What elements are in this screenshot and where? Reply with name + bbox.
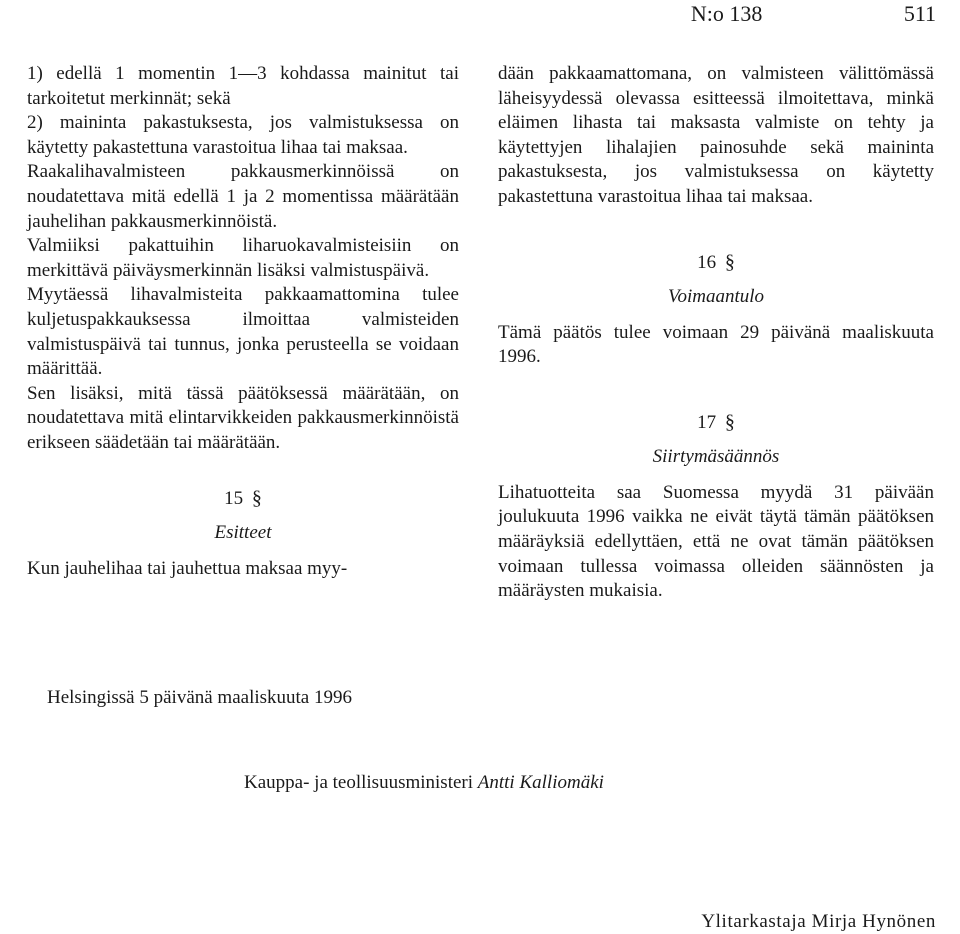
- paragraph-unpackaged: Myytäessä lihavalmisteita pakkaamattomina tulee kuljetuspakkauksessa ilmoittaa valmisteiden valmistuspäivä tai tunnus, jonka perusteella se voidaan määrittää.: [27, 284, 459, 380]
- section-16-number: 16 §: [697, 250, 735, 273]
- paragraph-item-2: 2) maininta pakastuksesta, jos valmistuksessa on käytetty pakastettuna varastoitua lihaa tai maksaa.: [27, 112, 459, 158]
- page-number: 511: [903, 1, 936, 26]
- place-and-date: Helsingissä 5 päivänä maaliskuuta 1996: [47, 687, 352, 708]
- paragraph-ready-meals: Valmiiksi pakattuihin liharuokavalmisteisiin on merkittävä päiväysmerkinnän lisäksi valmistuspäivä.: [27, 235, 459, 281]
- section-15-title: Esitteet: [214, 521, 272, 543]
- official-signature: Ylitarkastaja Mirja Hynönen: [701, 911, 936, 932]
- left-column: [27, 62, 459, 581]
- minister-name: Antti Kalliomäki: [477, 772, 604, 793]
- section-sign-icon: §: [724, 410, 735, 433]
- paragraph-additional: Sen lisäksi, mitä tässä päätöksessä määrätään, on noudatettava mitä elintarvikkeiden pakkausmerkinnöistä erikseen säädetään tai määrätään.: [27, 382, 459, 453]
- section-15-number: 15 §: [224, 486, 262, 509]
- right-column: [498, 62, 934, 604]
- paragraph-item-1: 1) edellä 1 momentin 1—3 kohdassa mainitut tai tarkoitetut merkinnät; sekä: [27, 63, 459, 109]
- section-sign-icon: §: [251, 486, 262, 509]
- page-header: [691, 2, 936, 26]
- section-16-text: Tämä päätös tulee voimaan 29 päivänä maaliskuuta 1996.: [498, 321, 934, 368]
- section-sign-icon: §: [724, 250, 735, 273]
- section-16-title: Voimaantulo: [667, 285, 765, 307]
- statute-number: N:o 138: [690, 1, 763, 26]
- minister-signature: [244, 771, 604, 795]
- section-17-title: Siirtymäsäännös: [652, 445, 780, 467]
- section-17-text: Lihatuotteita saa Suomessa myydä 31 päivään joulukuuta 1996 vaikka ne eivät täytä tämän päätöksen määräyksiä edellyttäen, että ne ovat tämän päätöksen voimaan tullessa voimassa olleiden säännösten ja määräysten mukaisia.: [498, 481, 934, 602]
- paragraph-packaging: Raakalihavalmisteen pakkausmerkinnöissä on noudatettava mitä edellä 1 ja 2 momentissa määrätään jauhelihan pakkausmerkinnöistä.: [27, 161, 459, 232]
- minister-title: Kauppa- ja teollisuusministeri: [244, 772, 474, 793]
- section-15-text: Kun jauhelihaa tai jauhettua maksaa myy-: [27, 557, 348, 579]
- section-17-number: 17 §: [697, 410, 735, 433]
- paragraph-continuation: dään pakkaamattomana, on valmisteen välittömässä läheisyydessä olevassa esitteessä ilmoitettava, minkä eläimen lihasta tai maksasta valmiste on tehty ja käytettyjen lihalajien painosuhde sekä maininta pakastuksesta, jos valmistuksessa on käytetty pakastettuna varastoitua lihaa tai maksaa.: [498, 63, 934, 207]
